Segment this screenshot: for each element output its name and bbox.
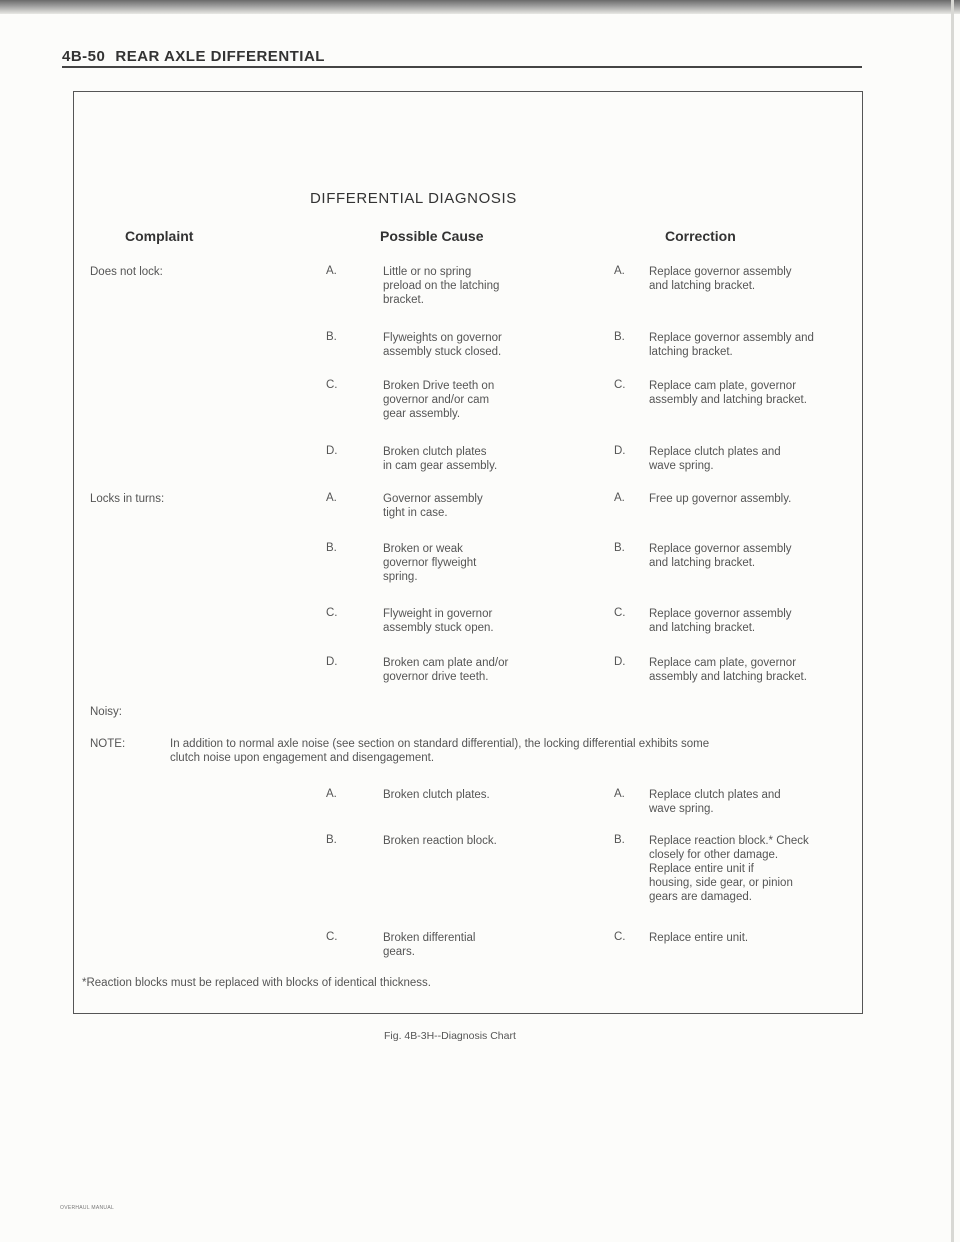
correction <box>649 656 807 684</box>
header-rule <box>62 66 862 68</box>
correction-line: Replace cam plate, governor <box>649 657 797 669</box>
correction-line: Replace governor assembly <box>649 608 792 620</box>
correction <box>649 265 792 293</box>
correction-line: Replace entire unit if <box>649 863 754 875</box>
correction-line: Replace governor assembly <box>649 543 792 555</box>
complaint-noisy: Noisy: <box>90 706 122 718</box>
cause-line: preload on the latching <box>383 280 500 292</box>
cause-line: Broken Drive teeth on <box>383 380 495 392</box>
cause-line: Broken or weak <box>383 543 463 555</box>
cause-letter: B. <box>326 834 337 846</box>
note-line: clutch noise upon engagement and disengagement. <box>170 752 435 764</box>
correction-line: Free up governor assembly. <box>649 493 792 505</box>
correction <box>649 607 792 635</box>
cause-line: bracket. <box>383 294 424 306</box>
cause-line: Little or no spring <box>383 266 472 278</box>
possible-cause <box>383 834 497 848</box>
correction-letter: A. <box>614 492 625 504</box>
cause-letter: A. <box>326 788 337 800</box>
correction <box>649 331 814 359</box>
cause-line: Flyweight in governor <box>383 608 493 620</box>
cause-line: spring. <box>383 571 418 583</box>
correction-letter: C. <box>614 379 626 391</box>
correction-letter: C. <box>614 607 626 619</box>
correction-line: wave spring. <box>649 803 714 815</box>
cause-line: governor drive teeth. <box>383 671 489 683</box>
possible-cause <box>383 492 483 520</box>
scan-right-edge <box>951 0 954 1242</box>
possible-cause <box>383 331 502 359</box>
correction-line: gears are damaged. <box>649 891 752 903</box>
cause-letter: A. <box>326 265 337 277</box>
correction-letter: A. <box>614 265 625 277</box>
cause-line: assembly stuck open. <box>383 622 494 634</box>
cause-line: gear assembly. <box>383 408 461 420</box>
correction-line: and latching bracket. <box>649 622 756 634</box>
correction-letter: B. <box>614 542 625 554</box>
correction-line: Replace clutch plates and <box>649 446 781 458</box>
note-label: NOTE: <box>90 738 126 750</box>
cause-line: Broken clutch plates <box>383 446 487 458</box>
correction-line: closely for other damage. <box>649 849 779 861</box>
section-title: REAR AXLE DIFFERENTIAL <box>115 48 325 65</box>
cause-line: Broken clutch plates. <box>383 789 490 801</box>
correction-line: assembly and latching bracket. <box>649 394 807 406</box>
correction-line: and latching bracket. <box>649 557 756 569</box>
correction-line: housing, side gear, or pinion <box>649 877 793 889</box>
cause-letter: D. <box>326 656 338 668</box>
correction-line: Replace entire unit. <box>649 932 749 944</box>
cause-line: governor flyweight <box>383 557 477 569</box>
cause-line: Broken cam plate and/or <box>383 657 509 669</box>
correction-line: assembly and latching bracket. <box>649 671 807 683</box>
cause-letter: C. <box>326 607 338 619</box>
correction-line: Replace governor assembly and <box>649 332 814 344</box>
chart-title: DIFFERENTIAL DIAGNOSIS <box>310 190 517 207</box>
correction <box>649 834 809 904</box>
cause-letter: B. <box>326 542 337 554</box>
possible-cause <box>383 379 494 421</box>
possible-cause <box>383 931 475 959</box>
possible-cause <box>383 265 499 307</box>
cause-line: in cam gear assembly. <box>383 460 498 472</box>
correction-letter: A. <box>614 788 625 800</box>
correction-letter: B. <box>614 834 625 846</box>
possible-cause <box>383 542 476 584</box>
possible-cause <box>383 445 497 473</box>
correction-line: latching bracket. <box>649 346 733 358</box>
column-header-correction: Correction <box>665 228 736 244</box>
correction <box>649 542 792 570</box>
cause-line: governor and/or cam <box>383 394 490 406</box>
correction <box>649 379 807 407</box>
cause-letter: C. <box>326 931 338 943</box>
column-header-cause: Possible Cause <box>380 228 484 244</box>
footnote: *Reaction blocks must be replaced with blocks of identical thickness. <box>82 977 432 989</box>
correction-letter: B. <box>614 331 625 343</box>
possible-cause <box>383 788 490 802</box>
figure-caption: Fig. 4B-3H--Diagnosis Chart <box>384 1030 516 1042</box>
complaint-does-not-lock: Does not lock: <box>90 266 163 278</box>
cause-letter: A. <box>326 492 337 504</box>
page-header <box>62 48 325 65</box>
note-line: In addition to normal axle noise (see section on standard differential), the locking differential exhibits some <box>170 738 710 750</box>
cause-letter: B. <box>326 331 337 343</box>
possible-cause <box>383 607 494 635</box>
correction <box>649 492 791 506</box>
correction-line: wave spring. <box>649 460 714 472</box>
section-number: 4B-50 <box>62 48 106 65</box>
correction-letter: C. <box>614 931 626 943</box>
correction <box>649 445 781 473</box>
cause-letter: C. <box>326 379 338 391</box>
cause-letter: D. <box>326 445 338 457</box>
cause-line: Broken reaction block. <box>383 835 497 847</box>
cause-line: tight in case. <box>383 507 448 519</box>
possible-cause <box>383 656 508 684</box>
cause-line: Governor assembly <box>383 493 483 505</box>
correction-line: Replace clutch plates and <box>649 789 781 801</box>
correction <box>649 788 781 816</box>
correction <box>649 931 748 945</box>
cause-line: gears. <box>383 946 415 958</box>
footer-mark: OVERHAUL MANUAL <box>60 1205 115 1211</box>
note-text <box>170 737 709 765</box>
correction-letter: D. <box>614 445 626 457</box>
correction-line: and latching bracket. <box>649 280 756 292</box>
correction-letter: D. <box>614 656 626 668</box>
complaint-locks-in-turns: Locks in turns: <box>90 493 165 505</box>
correction-line: Replace reaction block.* Check <box>649 835 809 847</box>
cause-line: Flyweights on governor <box>383 332 502 344</box>
column-header-complaint: Complaint <box>125 228 194 244</box>
correction-line: Replace governor assembly <box>649 266 792 278</box>
scan-top-band <box>0 0 960 14</box>
cause-line: assembly stuck closed. <box>383 346 502 358</box>
correction-line: Replace cam plate, governor <box>649 380 797 392</box>
cause-line: Broken differential <box>383 932 476 944</box>
